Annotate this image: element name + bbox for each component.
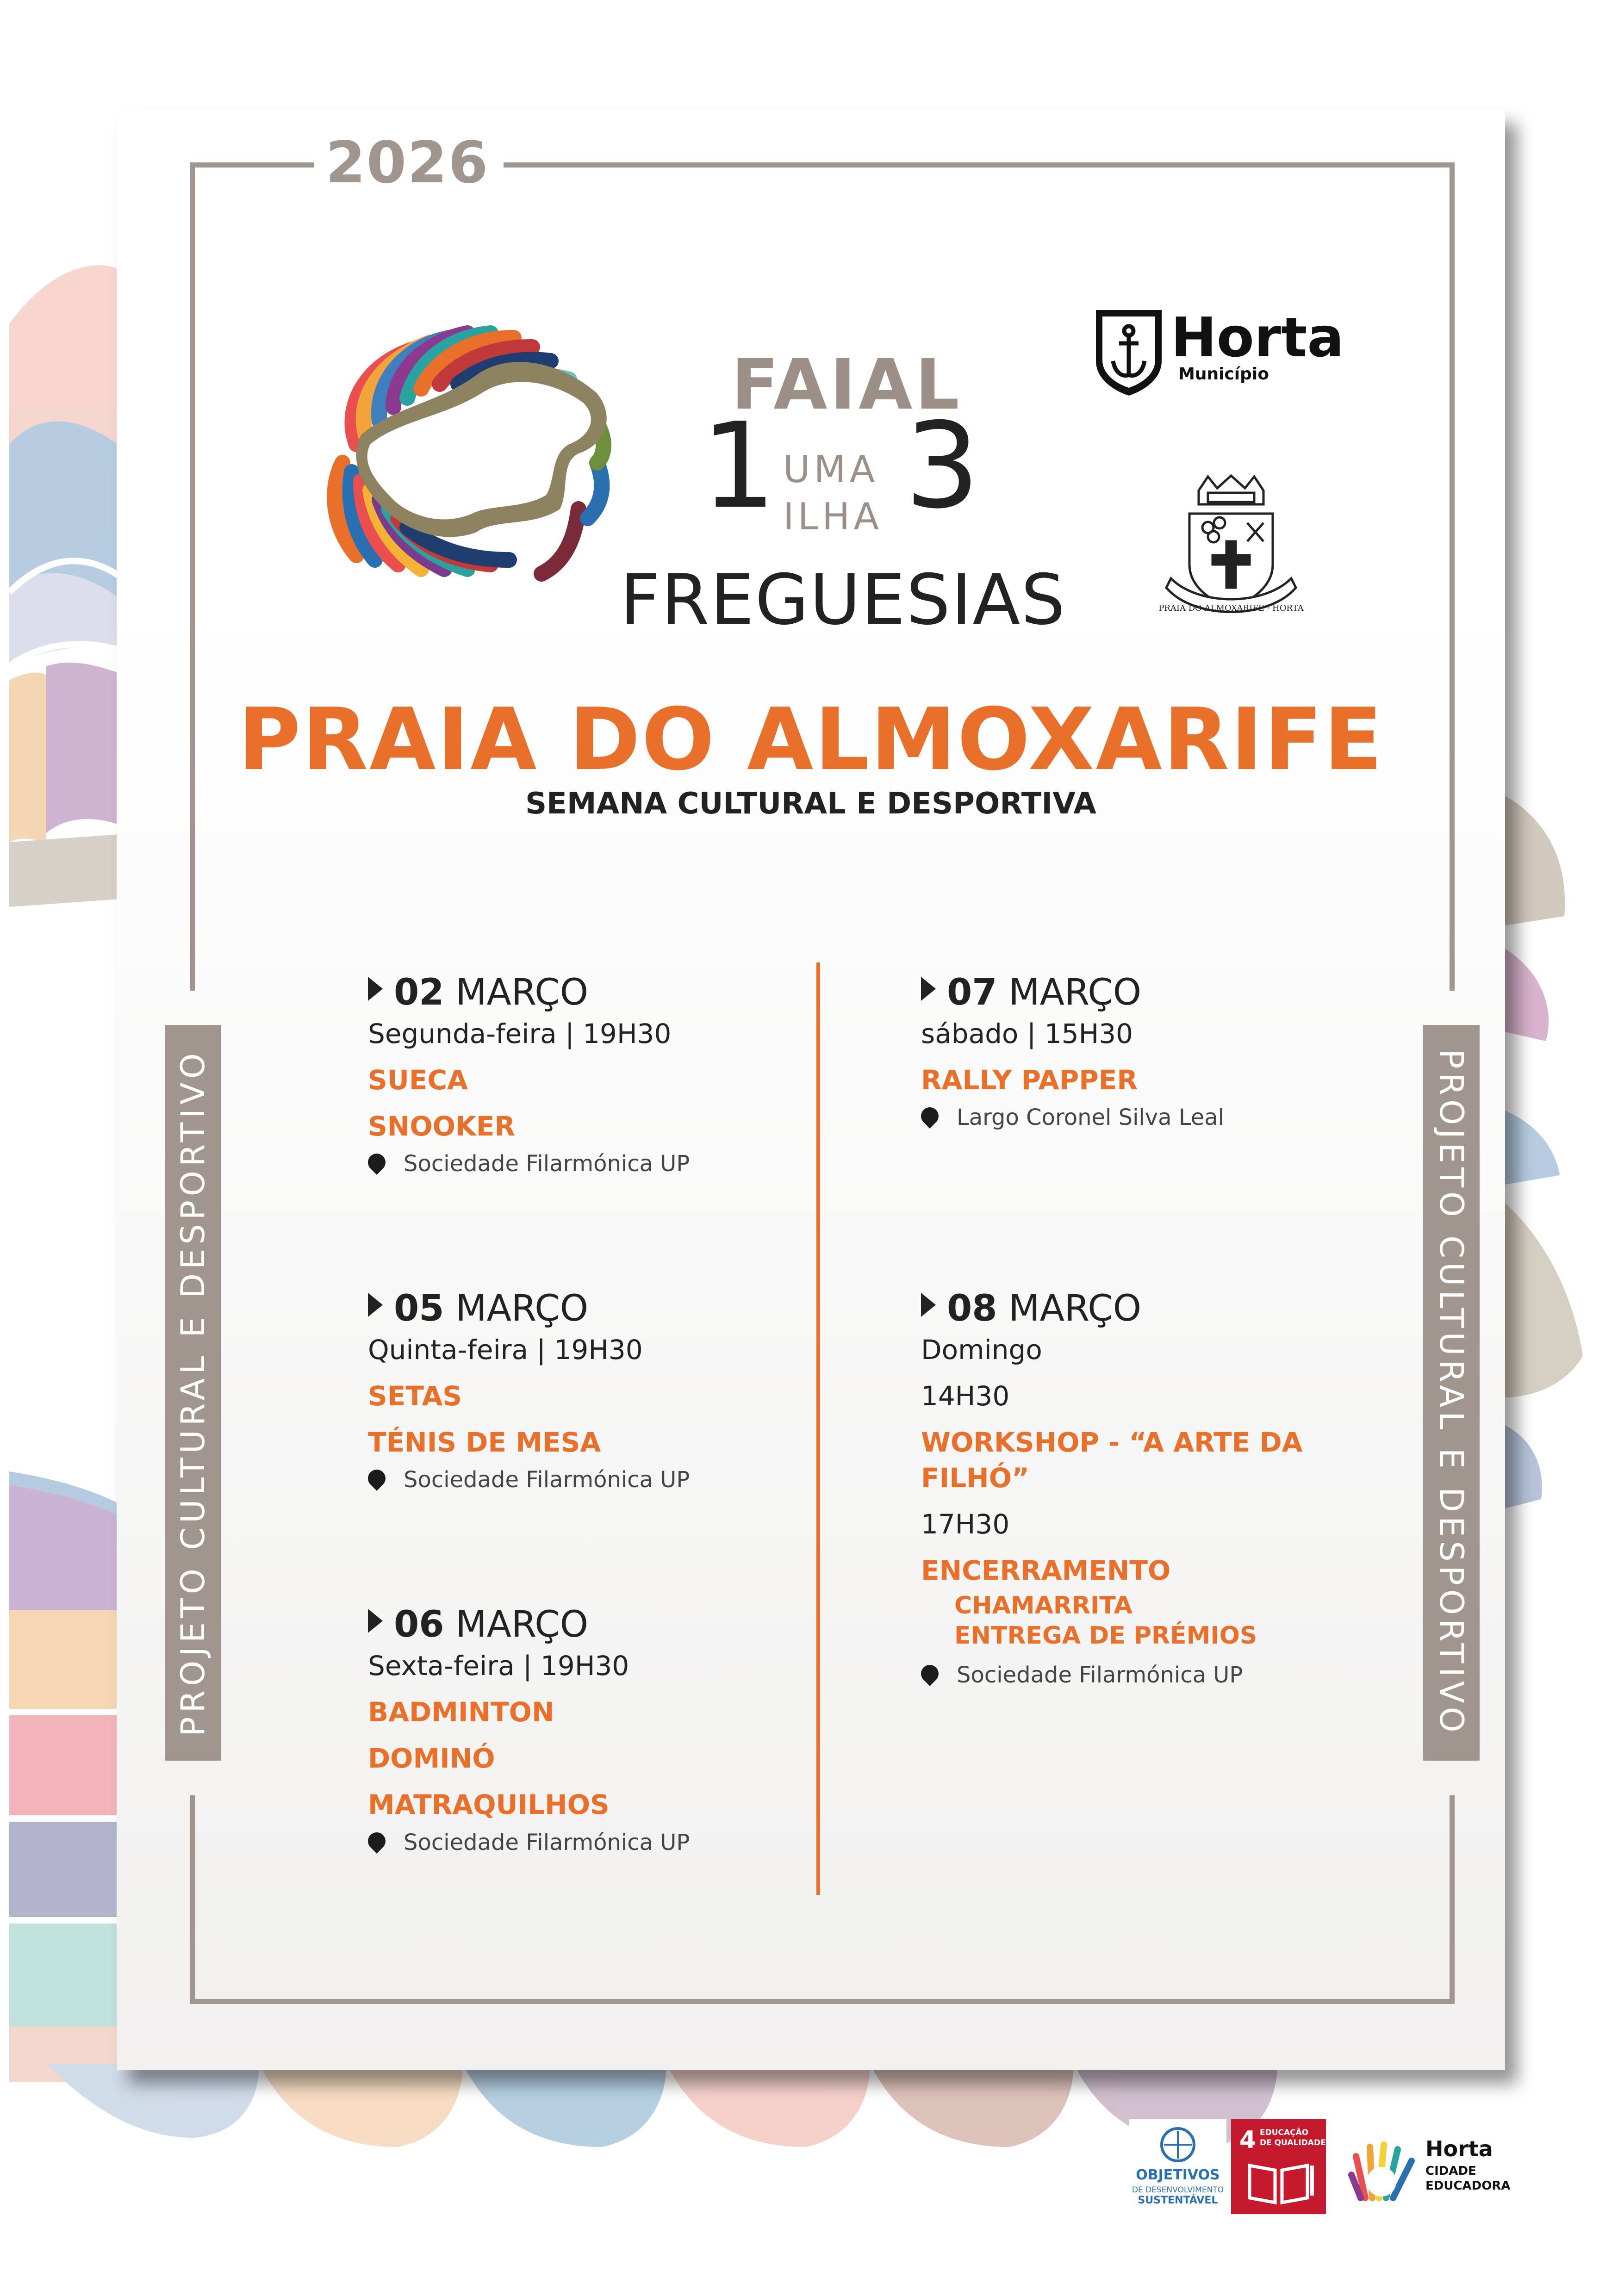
faial-swirl-logo	[301, 268, 662, 629]
frame-line	[190, 1999, 1455, 2004]
side-banner-left	[165, 1025, 221, 1761]
event-time: 17H30	[921, 1508, 1010, 1540]
event-activity: DOMINÓ	[368, 1743, 495, 1774]
svg-text:SUSTENTÁVEL: SUSTENTÁVEL	[1138, 2195, 1218, 2206]
horta-cidade-educadora-logo	[1347, 2128, 1513, 2207]
frame-line	[504, 162, 1455, 168]
event-activity: RALLY PAPPER	[921, 1064, 1138, 1096]
event-location: Sociedade Filarmónica UP	[404, 1830, 690, 1855]
side-banner-right	[1423, 1025, 1480, 1761]
event-date: 07 MARÇO	[921, 972, 1141, 1013]
event-activity: TÉNIS DE MESA	[368, 1427, 601, 1458]
event-activity: ENCERRAMENTO	[921, 1555, 1171, 1586]
event-day-time: Segunda-feira | 19H30	[368, 1018, 672, 1049]
event-activity: MATRAQUILHOS	[368, 1789, 610, 1820]
education-goal-icon	[1231, 2119, 1326, 2214]
svg-text:Horta: Horta	[1425, 2136, 1493, 2161]
event-location: Largo Coronel Silva Leal	[957, 1105, 1225, 1130]
faial-word: FAIAL	[731, 345, 962, 425]
event-activity: SETAS	[368, 1380, 462, 1412]
frame-line	[190, 162, 195, 991]
frame-line	[1450, 162, 1455, 991]
side-banner-text: PROJETO CULTURAL E DESPORTIVO	[174, 1049, 212, 1737]
svg-text:EDUCADORA: EDUCADORA	[1425, 2179, 1511, 2193]
page-title: PRAIA DO ALMOXARIFE	[238, 689, 1384, 789]
svg-text:4: 4	[1239, 2126, 1257, 2154]
frame-line	[190, 1795, 195, 1999]
event-day-time: Sexta-feira | 19H30	[368, 1650, 629, 1682]
ilha-word: ILHA	[783, 495, 883, 538]
event-date: 08 MARÇO	[921, 1288, 1141, 1329]
event-activity: FILHÓ”	[921, 1462, 1030, 1494]
ods-logo	[1129, 2119, 1226, 2216]
number-one: 1	[701, 397, 777, 535]
svg-text:OBJETIVOS: OBJETIVOS	[1136, 2167, 1220, 2183]
crest-text: PRAIA DO ALMOXARIFE · HORTA	[1158, 603, 1304, 613]
horta-name: Horta	[1171, 305, 1344, 369]
side-banner-text: PROJETO CULTURAL E DESPORTIVO	[1432, 1049, 1470, 1737]
event-day: Domingo	[921, 1334, 1042, 1365]
parish-crest-icon	[1157, 472, 1305, 625]
uma-word: UMA	[783, 448, 879, 491]
event-sub-activity: CHAMARRITA	[954, 1592, 1133, 1620]
event-date: 06 MARÇO	[368, 1604, 588, 1645]
event-activity: BADMINTON	[368, 1696, 554, 1728]
svg-text:CIDADE: CIDADE	[1425, 2164, 1476, 2178]
triangle-icon	[368, 977, 383, 1001]
event-location: Sociedade Filarmónica UP	[404, 1151, 690, 1177]
event-location: Sociedade Filarmónica UP	[957, 1662, 1243, 1688]
triangle-icon	[921, 1293, 936, 1317]
svg-text:EDUCAÇÃO: EDUCAÇÃO	[1260, 2128, 1309, 2137]
event-activity: SNOOKER	[368, 1111, 516, 1142]
frame-line	[1450, 1795, 1455, 1999]
frame-line	[190, 162, 314, 168]
triangle-icon	[368, 1293, 383, 1317]
event-date: 05 MARÇO	[368, 1288, 588, 1329]
event-date: 02 MARÇO	[368, 972, 588, 1013]
horta-sub: Município	[1178, 365, 1269, 384]
horta-municipio-logo	[1092, 305, 1361, 398]
column-divider	[816, 962, 820, 1895]
event-sub-activity: ENTREGA DE PRÉMIOS	[954, 1622, 1257, 1650]
triangle-icon	[368, 1609, 383, 1633]
event-activity: SUECA	[368, 1064, 468, 1096]
event-time: 14H30	[921, 1380, 1010, 1412]
event-activity: WORKSHOP - “A ARTE DA	[921, 1427, 1303, 1458]
triangle-icon	[921, 977, 936, 1001]
event-day-time: sábado | 15H30	[921, 1018, 1133, 1049]
event-day-time: Quinta-feira | 19H30	[368, 1334, 643, 1365]
svg-text:DE DESENVOLVIMENTO: DE DESENVOLVIMENTO	[1132, 2185, 1224, 2195]
page-subtitle: SEMANA CULTURAL E DESPORTIVA	[525, 787, 1096, 821]
event-location: Sociedade Filarmónica UP	[404, 1467, 690, 1493]
number-three: 3	[905, 397, 980, 535]
year-label: 2026	[325, 130, 489, 196]
svg-text:DE QUALIDADE: DE QUALIDADE	[1260, 2138, 1326, 2147]
freguesias-word: FREGUESIAS	[620, 560, 1066, 640]
